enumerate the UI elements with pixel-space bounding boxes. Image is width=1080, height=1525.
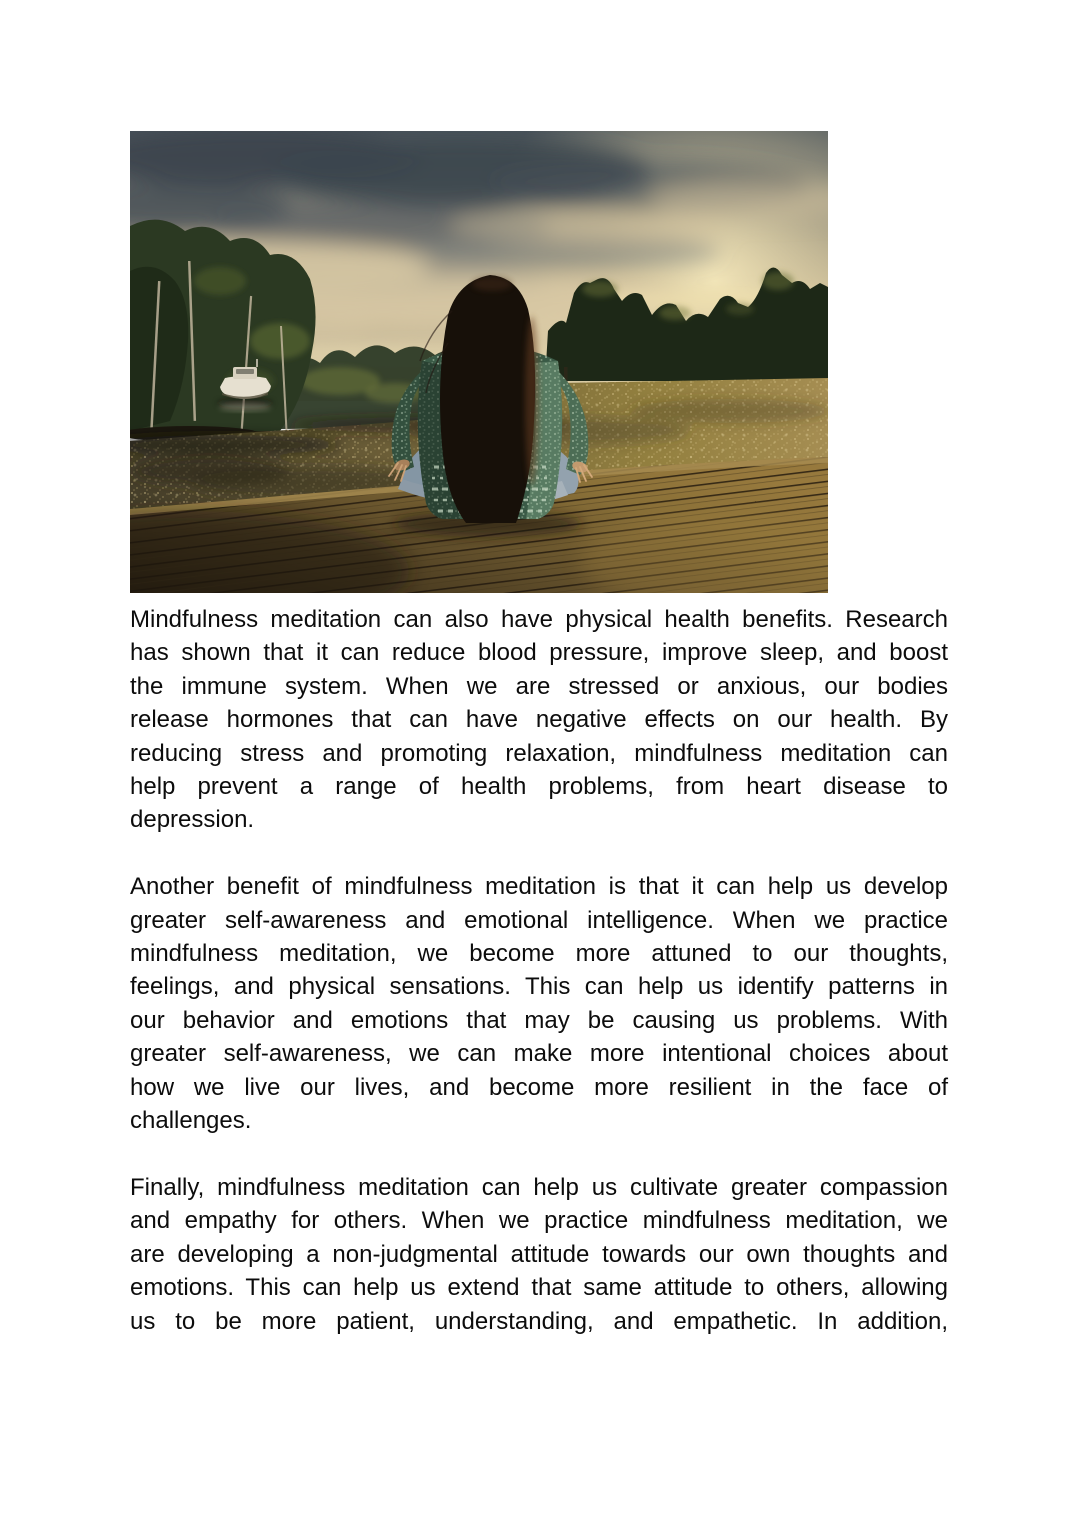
text-line: Mindfulness meditation can also have physical health benefits. Research [130,606,948,633]
text-line: Finally, mindfulness meditation can help us cultivate greater compassion [130,1173,948,1201]
text-line: feelings, and physical sensations. This can help us identify patterns in [130,973,948,1001]
meditation-photo [130,131,828,593]
paragraph-physical-benefits [130,603,948,837]
text-line: the immune system. When we are stressed or anxious, our bodies [130,672,948,700]
text-line: release hormones that can have negative effects on our health. By [130,706,948,734]
text-line: Another benefit of mindfulness meditation is that it can help us develop [130,873,948,901]
text-line: emotions. This can help us extend that same attitude to others, allowing [130,1274,948,1302]
paragraph-self-awareness [130,870,948,1137]
text-line: help prevent a range of health problems, from heart disease to [130,773,948,801]
text-line: are developing a non-judgmental attitude towards our own thoughts and [130,1240,948,1268]
text-line: us to be more patient, understanding, and empathetic. In addition, [130,1307,948,1335]
text-line: mindfulness meditation, we become more attuned to our thoughts, [130,940,948,968]
text-line: reducing stress and promoting relaxation, mindfulness meditation can [130,739,948,767]
text-line: our behavior and emotions that may be causing us problems. With [130,1006,948,1034]
text-line: greater self-awareness and emotional intelligence. When we practice [130,906,948,934]
document-text [130,603,948,1371]
paragraph-compassion [130,1171,948,1338]
text-line: how we live our lives, and become more resilient in the face of [130,1073,948,1101]
long-hair [440,275,535,523]
text-line: and empathy for others. When we practice mindfulness meditation, we [130,1207,948,1235]
text-line: has shown that it can reduce blood pressure, improve sleep, and boost [130,639,948,667]
text-line: challenges. [130,1107,252,1135]
text-line: depression. [130,806,255,834]
text-line: greater self-awareness, we can make more intentional choices about [130,1040,948,1068]
